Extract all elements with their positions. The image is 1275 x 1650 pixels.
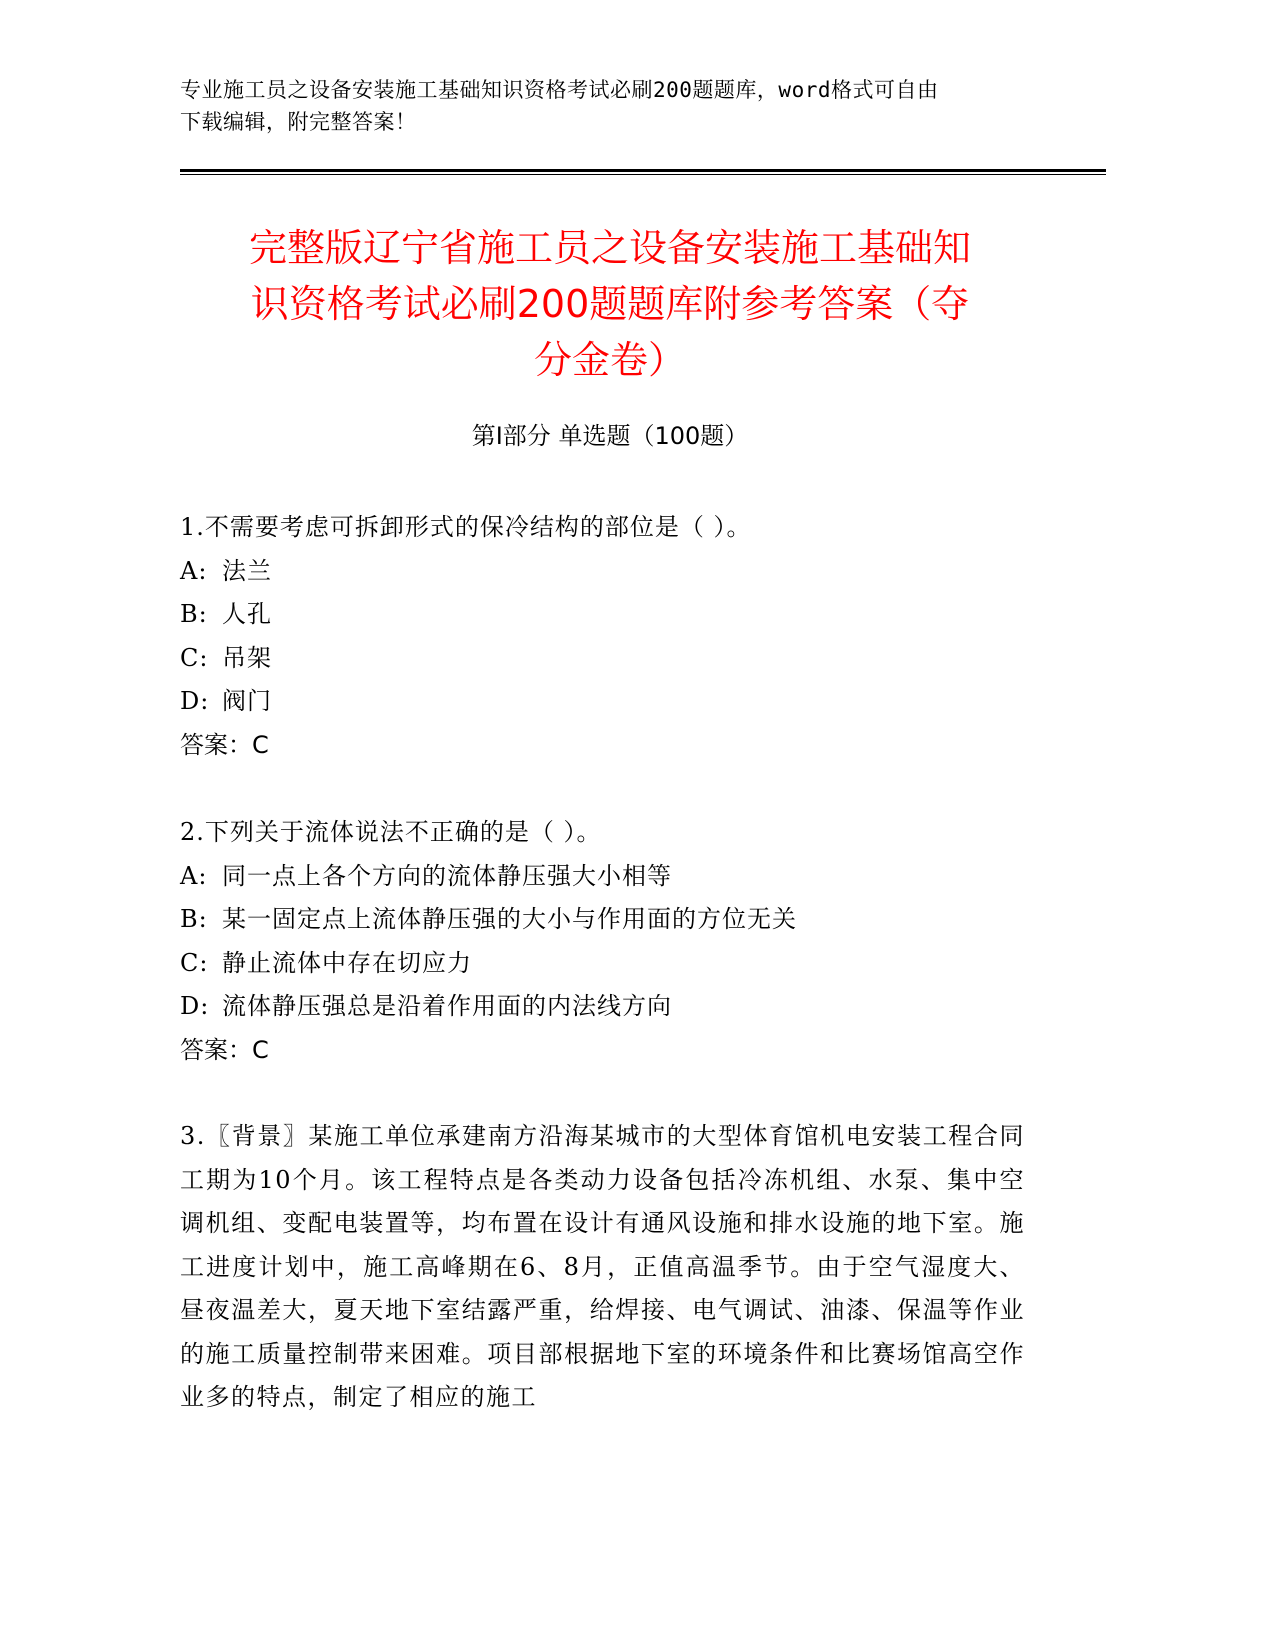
option-text: 人孔 — [222, 600, 272, 628]
answer-label: 答案：C — [180, 730, 269, 759]
option-text: 静止流体中存在切应力 — [222, 948, 472, 977]
option-key: D: — [180, 992, 210, 1020]
document-title — [180, 220, 1040, 388]
option-a — [180, 855, 1040, 899]
header-note-line-2: 下载编辑，附完整答案！ — [180, 110, 417, 134]
question-stem: 2.下列关于流体说法不正确的是（ ）。 — [180, 818, 602, 846]
option-c — [180, 942, 1040, 986]
option-b — [180, 898, 1040, 942]
option-text: 同一点上各个方向的流体静压强大小相等 — [222, 861, 672, 890]
header-note-line-1: 专业施工员之设备安装施工基础知识资格考试必刷200题题库，word格式可自由 — [180, 78, 939, 102]
option-text: 某一固定点上流体静压强的大小与作用面的方位无关 — [222, 905, 797, 933]
header-note — [180, 74, 1060, 138]
option-c — [180, 637, 1040, 681]
option-text: 法兰 — [222, 556, 272, 585]
option-text: 流体静压强总是沿着作用面的内法线方向 — [222, 992, 672, 1020]
question-3 — [180, 1115, 1040, 1420]
option-key: B: — [180, 600, 208, 628]
answer-label: 答案：C — [180, 1035, 269, 1064]
header-divider-thick — [180, 169, 1106, 172]
question-2 — [180, 811, 1040, 1072]
option-key: B: — [180, 905, 208, 933]
option-key: A: — [180, 861, 208, 890]
document-title-line-1: 完整版辽宁省施工员之设备安装施工基础知 — [248, 226, 971, 270]
header-divider — [180, 169, 1106, 176]
option-key: C: — [180, 948, 209, 977]
header-divider-thin — [180, 174, 1106, 175]
question-1 — [180, 506, 1040, 767]
option-key: D: — [180, 687, 210, 715]
option-a — [180, 550, 1040, 594]
document-title-line-2: 识资格考试必刷200题题库附参考答案（夺 — [250, 282, 970, 326]
option-d — [180, 680, 1040, 724]
option-text: 阀门 — [222, 687, 272, 715]
option-d — [180, 985, 1040, 1029]
option-text: 吊架 — [222, 643, 272, 672]
section-heading: 第Ⅰ部分 单选题（100题） — [471, 422, 749, 450]
question-stem: 3.〖背景〗某施工单位承建南方沿海某城市的大型体育馆机电安装工程合同工期为10个月。该工程特点是各类动力设备包括冷冻机组、水泵、集中空调机组、变配电装置等，均布置在设计有通风设施和排水设施的地下室。施工进度计划中，施工高峰期在6、8月，正值高温季节。由于空气湿度大、昼夜温差大，夏天地下室结露严重，给焊接、电气调试、油漆、保温等作业的施工质量控制带来困难。项目部根据地下室的环境条件和比赛场馆高空作业多的特点，制定了相应的施工 — [180, 1122, 1025, 1411]
option-key: C: — [180, 643, 209, 672]
question-stem: 1.不需要考虑可拆卸形式的保冷结构的部位是（ ）。 — [180, 513, 752, 541]
document-title-line-3: 分金卷） — [533, 338, 686, 382]
option-b — [180, 593, 1040, 637]
option-key: A: — [180, 556, 208, 585]
